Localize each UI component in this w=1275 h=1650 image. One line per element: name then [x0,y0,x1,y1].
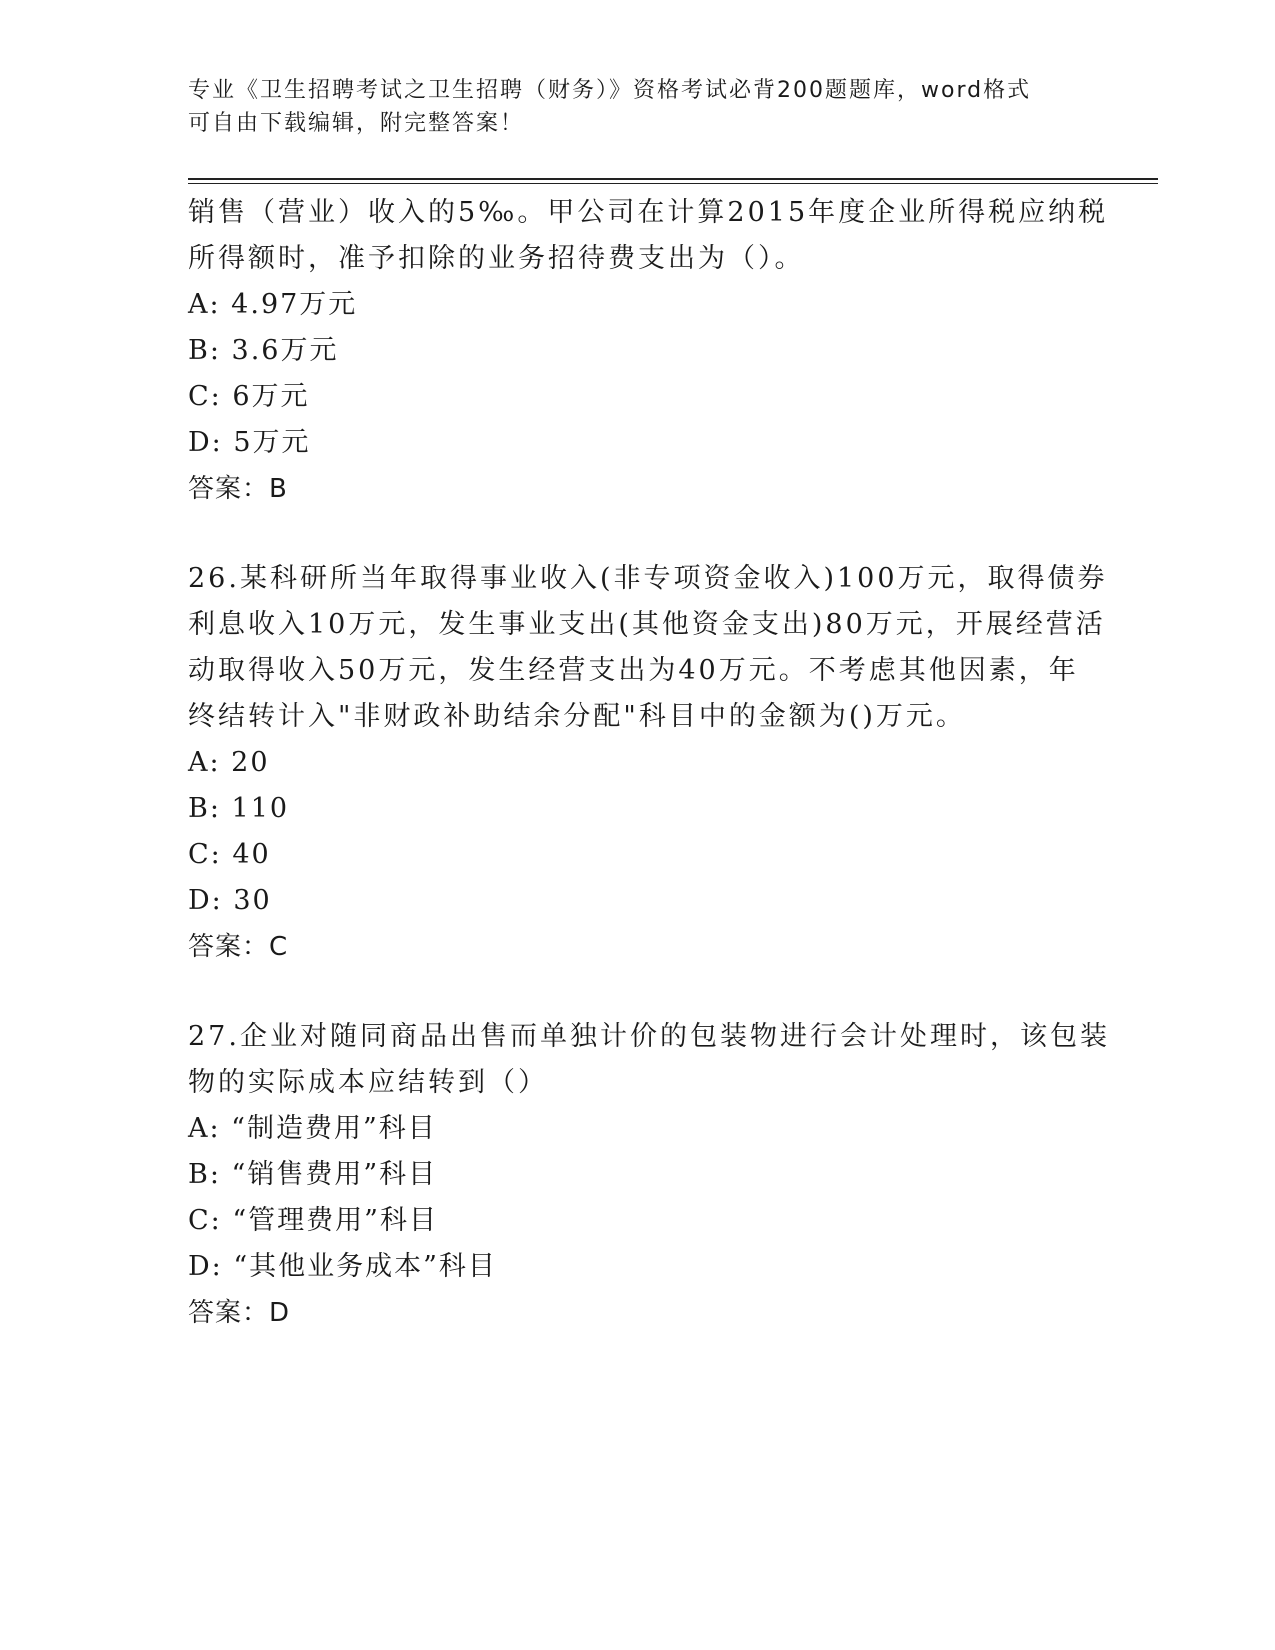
option-c: C: “管理费用”科目 [188,1205,438,1236]
question-text-line: 27.企业对随同商品出售而单独计价的包装物进行会计处理时，该包装 [188,1021,1110,1052]
option-b: B: “销售费用”科目 [188,1159,438,1190]
answer-label: 答案：D [188,1298,291,1328]
option-a: A: 20 [188,747,270,778]
header-divider-thin [188,183,1158,184]
question-text-line: 物的实际成本应结转到（） [188,1067,548,1098]
question-27 [188,1014,1110,1336]
header-title-line-2: 可自由下载编辑，附完整答案！ [188,111,525,136]
question-content [188,190,1110,1336]
question-text-line: 26.某科研所当年取得事业收入(非专项资金收入)100万元，取得债券 [188,563,1108,594]
option-c: C: 40 [188,839,271,870]
question-text-line: 动取得收入50万元，发生经营支出为40万元。不考虑其他因素，年 [188,655,1079,686]
option-b: B: 3.6万元 [188,335,339,366]
answer-label: 答案：B [188,474,288,504]
option-a: A: 4.97万元 [188,289,358,320]
question-25-continued [188,190,1109,512]
option-c: C: 6万元 [188,381,310,412]
option-d: D: 30 [188,885,272,916]
question-text-line: 销售（营业）收入的5‰。甲公司在计算2015年度企业所得税应纳税 [188,197,1109,228]
question-text-line: 终结转计入"非财政补助结余分配"科目中的金额为()万元。 [188,701,966,732]
question-text-line: 所得额时，准予扣除的业务招待费支出为（）。 [188,243,805,274]
option-b: B: 110 [188,793,290,824]
header-divider-thick [188,178,1158,180]
question-26 [188,556,1108,970]
option-a: A: “制造费用”科目 [188,1113,437,1144]
answer-label: 答案：C [188,932,289,962]
question-text-line: 利息收入10万元，发生事业支出(其他资金支出)80万元，开展经营活 [188,609,1106,640]
option-d: D: 5万元 [188,427,311,458]
header-title-line-1: 专业《卫生招聘考试之卫生招聘（财务）》资格考试必背200题题库，word格式 [188,78,1032,103]
document-header [188,74,1068,140]
option-d: D: “其他业务成本”科目 [188,1251,497,1282]
